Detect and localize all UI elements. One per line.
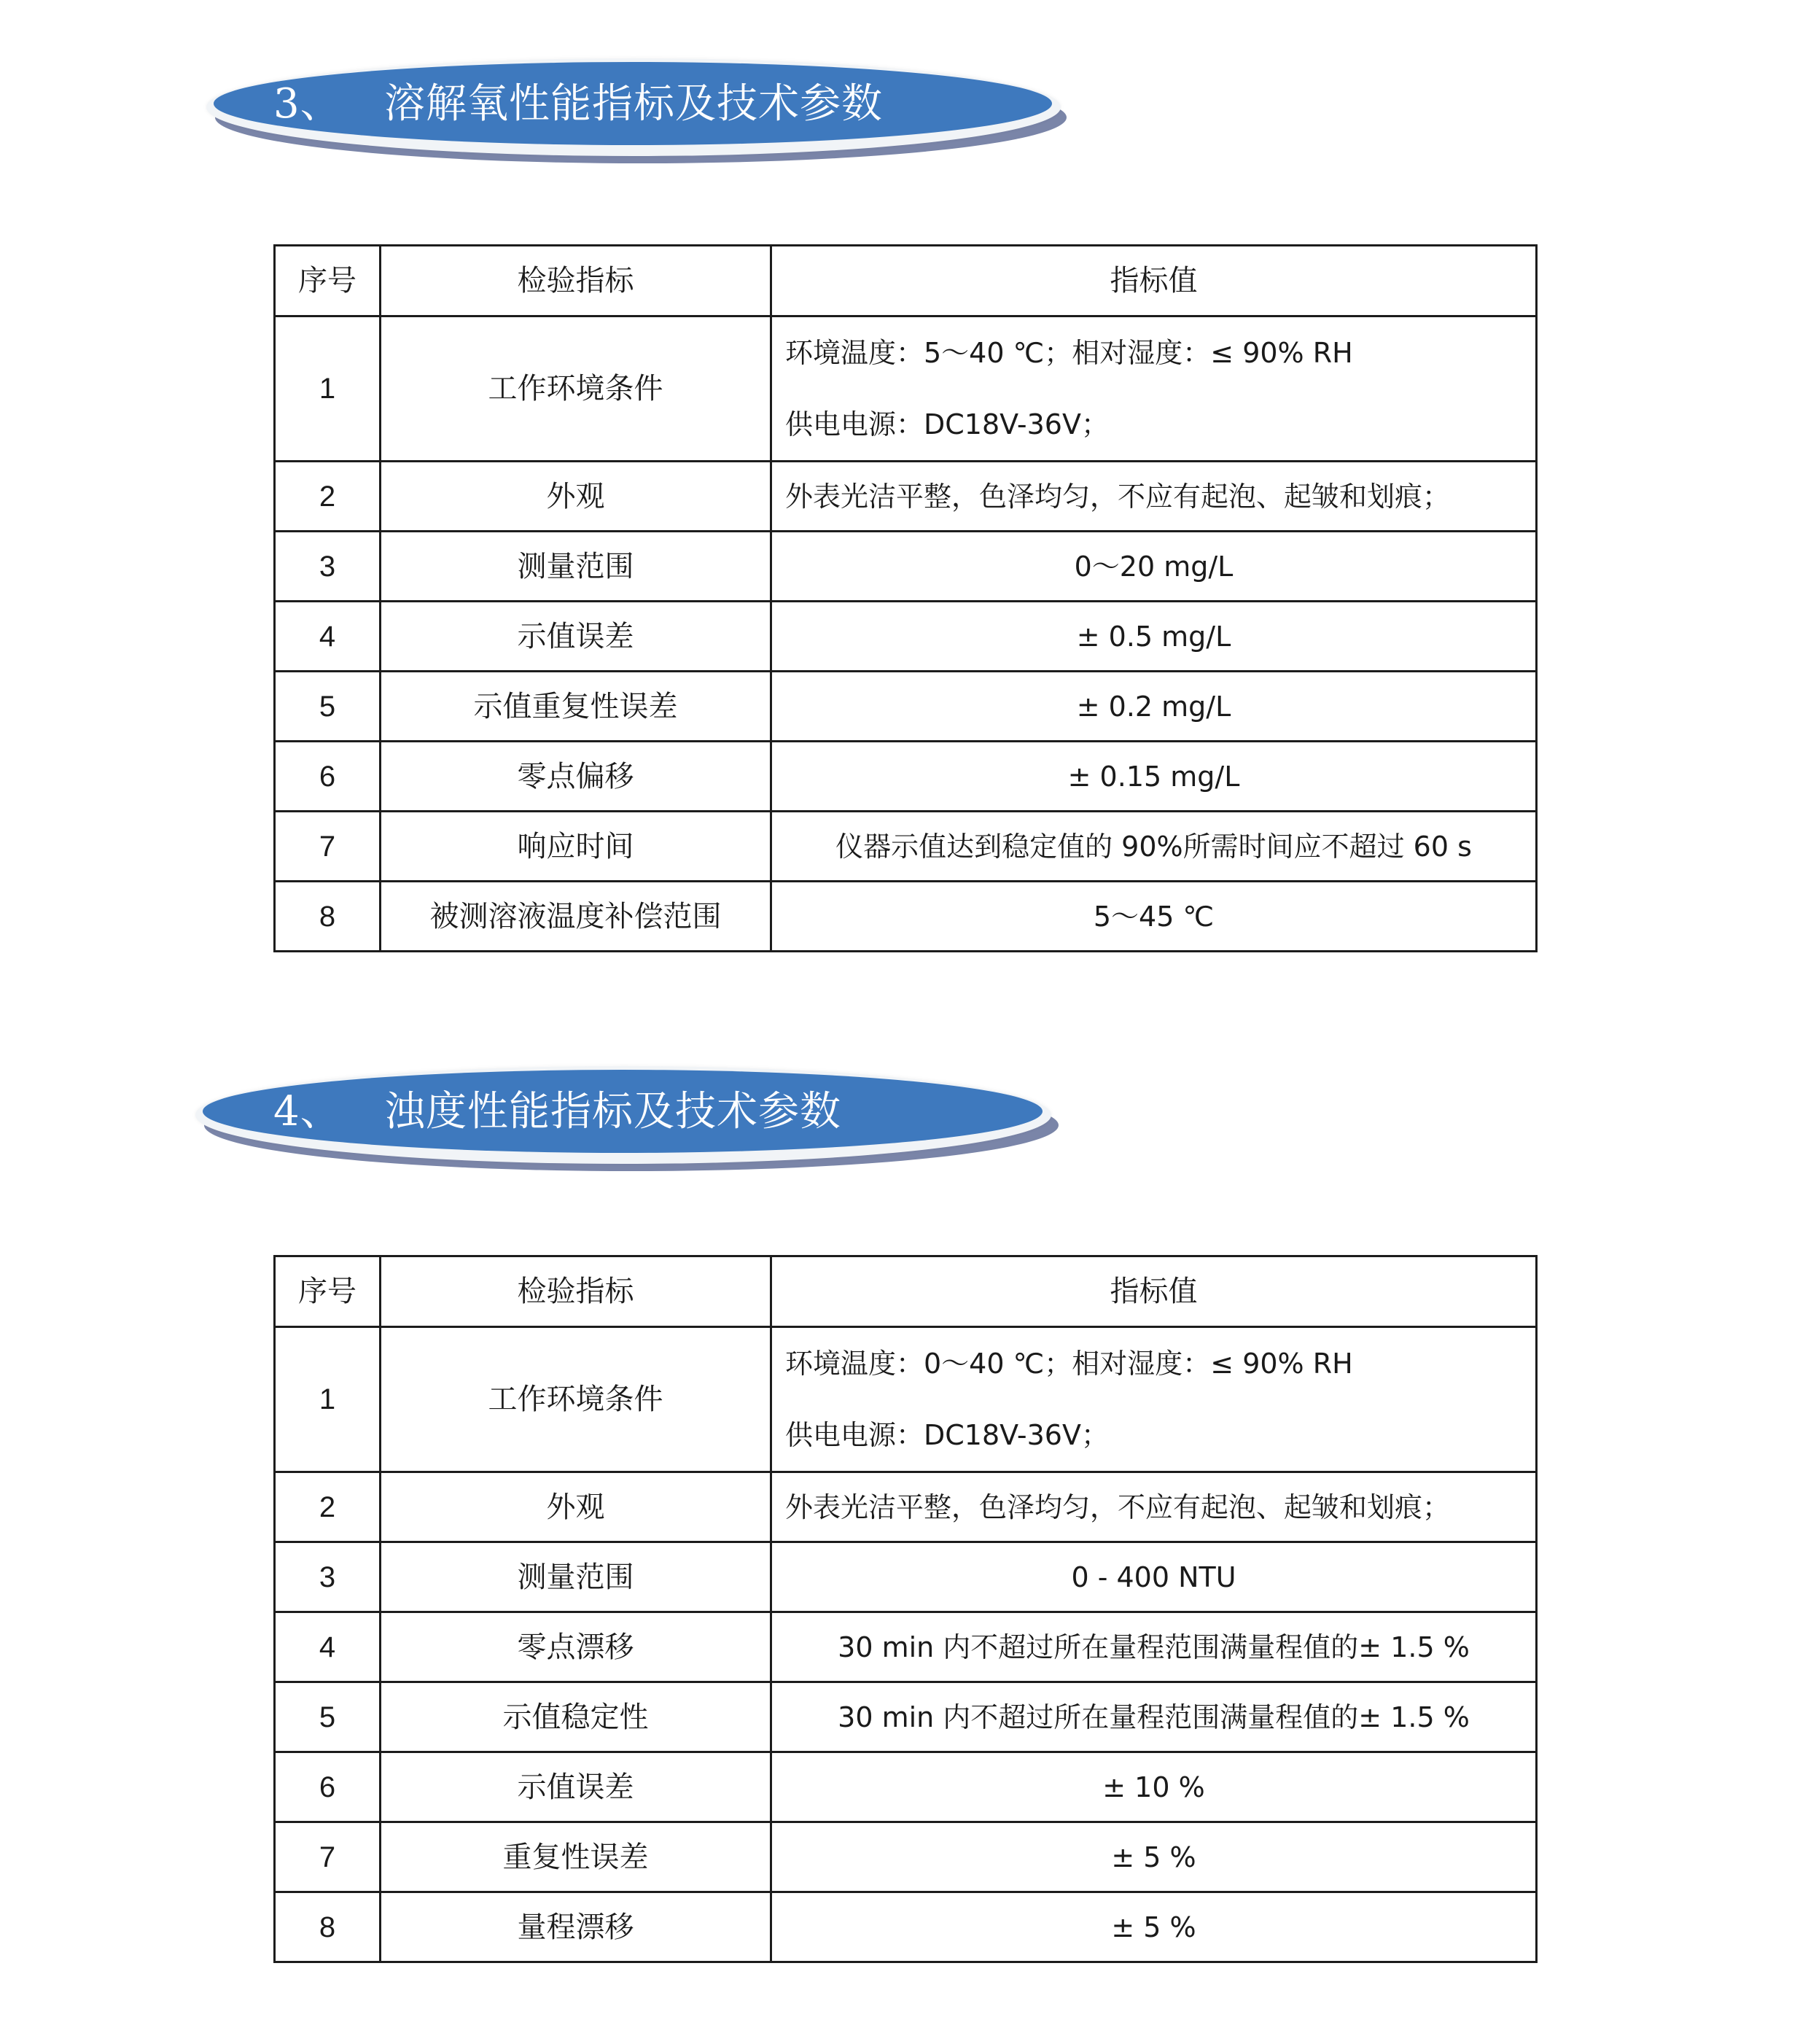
row-item: 示值误差	[381, 1752, 771, 1822]
row-value: ± 5 %	[771, 1892, 1537, 1962]
row-item: 重复性误差	[381, 1822, 771, 1892]
row-value: ± 0.5 mg/L	[771, 602, 1537, 672]
dissolved-oxygen-spec-table	[273, 244, 1538, 952]
row-no: 1	[275, 316, 381, 462]
section-title: 浊度性能指标及技术参数	[384, 1088, 841, 1135]
row-item: 零点偏移	[381, 742, 771, 812]
section-4-heading	[195, 1065, 1059, 1174]
row-no: 2	[275, 1472, 381, 1542]
row-item: 响应时间	[381, 812, 771, 882]
row-item: 外观	[381, 1472, 771, 1542]
row-value	[771, 316, 1537, 462]
row-value: ± 10 %	[771, 1752, 1537, 1822]
row-no: 2	[275, 462, 381, 532]
header-value: 指标值	[771, 1256, 1537, 1327]
row-item: 示值稳定性	[381, 1682, 771, 1752]
row-value: 5～45 ℃	[771, 882, 1537, 952]
value-line: 环境温度：0～40 ℃；相对湿度：≤ 90% RH	[785, 1348, 1353, 1380]
row-no: 5	[275, 672, 381, 742]
table-row	[275, 1682, 1537, 1752]
table-row	[275, 316, 1537, 462]
row-item: 测量范围	[381, 532, 771, 602]
row-no: 8	[275, 882, 381, 952]
section-number: 3、	[273, 80, 342, 128]
row-no: 1	[275, 1327, 381, 1472]
table-row	[275, 1892, 1537, 1962]
table-row	[275, 1542, 1537, 1612]
row-no: 4	[275, 1612, 381, 1682]
table-row	[275, 1472, 1537, 1542]
row-item: 量程漂移	[381, 1892, 771, 1962]
header-no: 序号	[275, 246, 381, 316]
turbidity-spec-table	[273, 1255, 1538, 1963]
row-no: 6	[275, 742, 381, 812]
table-row	[275, 1822, 1537, 1892]
row-item: 测量范围	[381, 1542, 771, 1612]
header-item: 检验指标	[381, 246, 771, 316]
row-item: 工作环境条件	[381, 1327, 771, 1472]
row-item: 示值误差	[381, 602, 771, 672]
row-value: 0 - 400 NTU	[771, 1542, 1537, 1612]
row-no: 3	[275, 532, 381, 602]
table-row	[275, 532, 1537, 602]
row-no: 7	[275, 1822, 381, 1892]
row-no: 8	[275, 1892, 381, 1962]
value-line: 供电电源：DC18V-36V；	[785, 1419, 1109, 1451]
row-item: 外观	[381, 462, 771, 532]
row-item: 零点漂移	[381, 1612, 771, 1682]
table-row	[275, 1752, 1537, 1822]
row-value: ± 5 %	[771, 1822, 1537, 1892]
section-3-heading	[206, 57, 1070, 166]
table-row	[275, 812, 1537, 882]
row-value: 外表光洁平整，色泽均匀，不应有起泡、起皱和划痕；	[771, 462, 1537, 532]
row-no: 6	[275, 1752, 381, 1822]
row-value: ± 0.2 mg/L	[771, 672, 1537, 742]
row-no: 3	[275, 1542, 381, 1612]
value-line: 供电电源：DC18V-36V；	[785, 408, 1109, 440]
section-title: 溶解氧性能指标及技术参数	[384, 80, 883, 128]
row-item: 被测溶液温度补偿范围	[381, 882, 771, 952]
table-row	[275, 672, 1537, 742]
header-value: 指标值	[771, 246, 1537, 316]
header-item: 检验指标	[381, 1256, 771, 1327]
row-item: 工作环境条件	[381, 316, 771, 462]
section-number: 4、	[273, 1088, 342, 1135]
table-row	[275, 882, 1537, 952]
row-no: 5	[275, 1682, 381, 1752]
value-line: 环境温度：5～40 ℃；相对湿度：≤ 90% RH	[785, 337, 1353, 369]
table-header-row	[275, 1256, 1537, 1327]
table-row	[275, 602, 1537, 672]
row-value: 30 min 内不超过所在量程范围满量程值的± 1.5 %	[771, 1612, 1537, 1682]
header-no: 序号	[275, 1256, 381, 1327]
table-row	[275, 742, 1537, 812]
table-row	[275, 462, 1537, 532]
row-value: 仪器示值达到稳定值的 90%所需时间应不超过 60 s	[771, 812, 1537, 882]
row-no: 7	[275, 812, 381, 882]
row-no: 4	[275, 602, 381, 672]
row-value	[771, 1327, 1537, 1472]
table-row	[275, 1612, 1537, 1682]
row-item: 示值重复性误差	[381, 672, 771, 742]
table-row	[275, 1327, 1537, 1472]
table-header-row	[275, 246, 1537, 316]
row-value: 外表光洁平整，色泽均匀，不应有起泡、起皱和划痕；	[771, 1472, 1537, 1542]
row-value: 0～20 mg/L	[771, 532, 1537, 602]
row-value: ± 0.15 mg/L	[771, 742, 1537, 812]
row-value: 30 min 内不超过所在量程范围满量程值的± 1.5 %	[771, 1682, 1537, 1752]
